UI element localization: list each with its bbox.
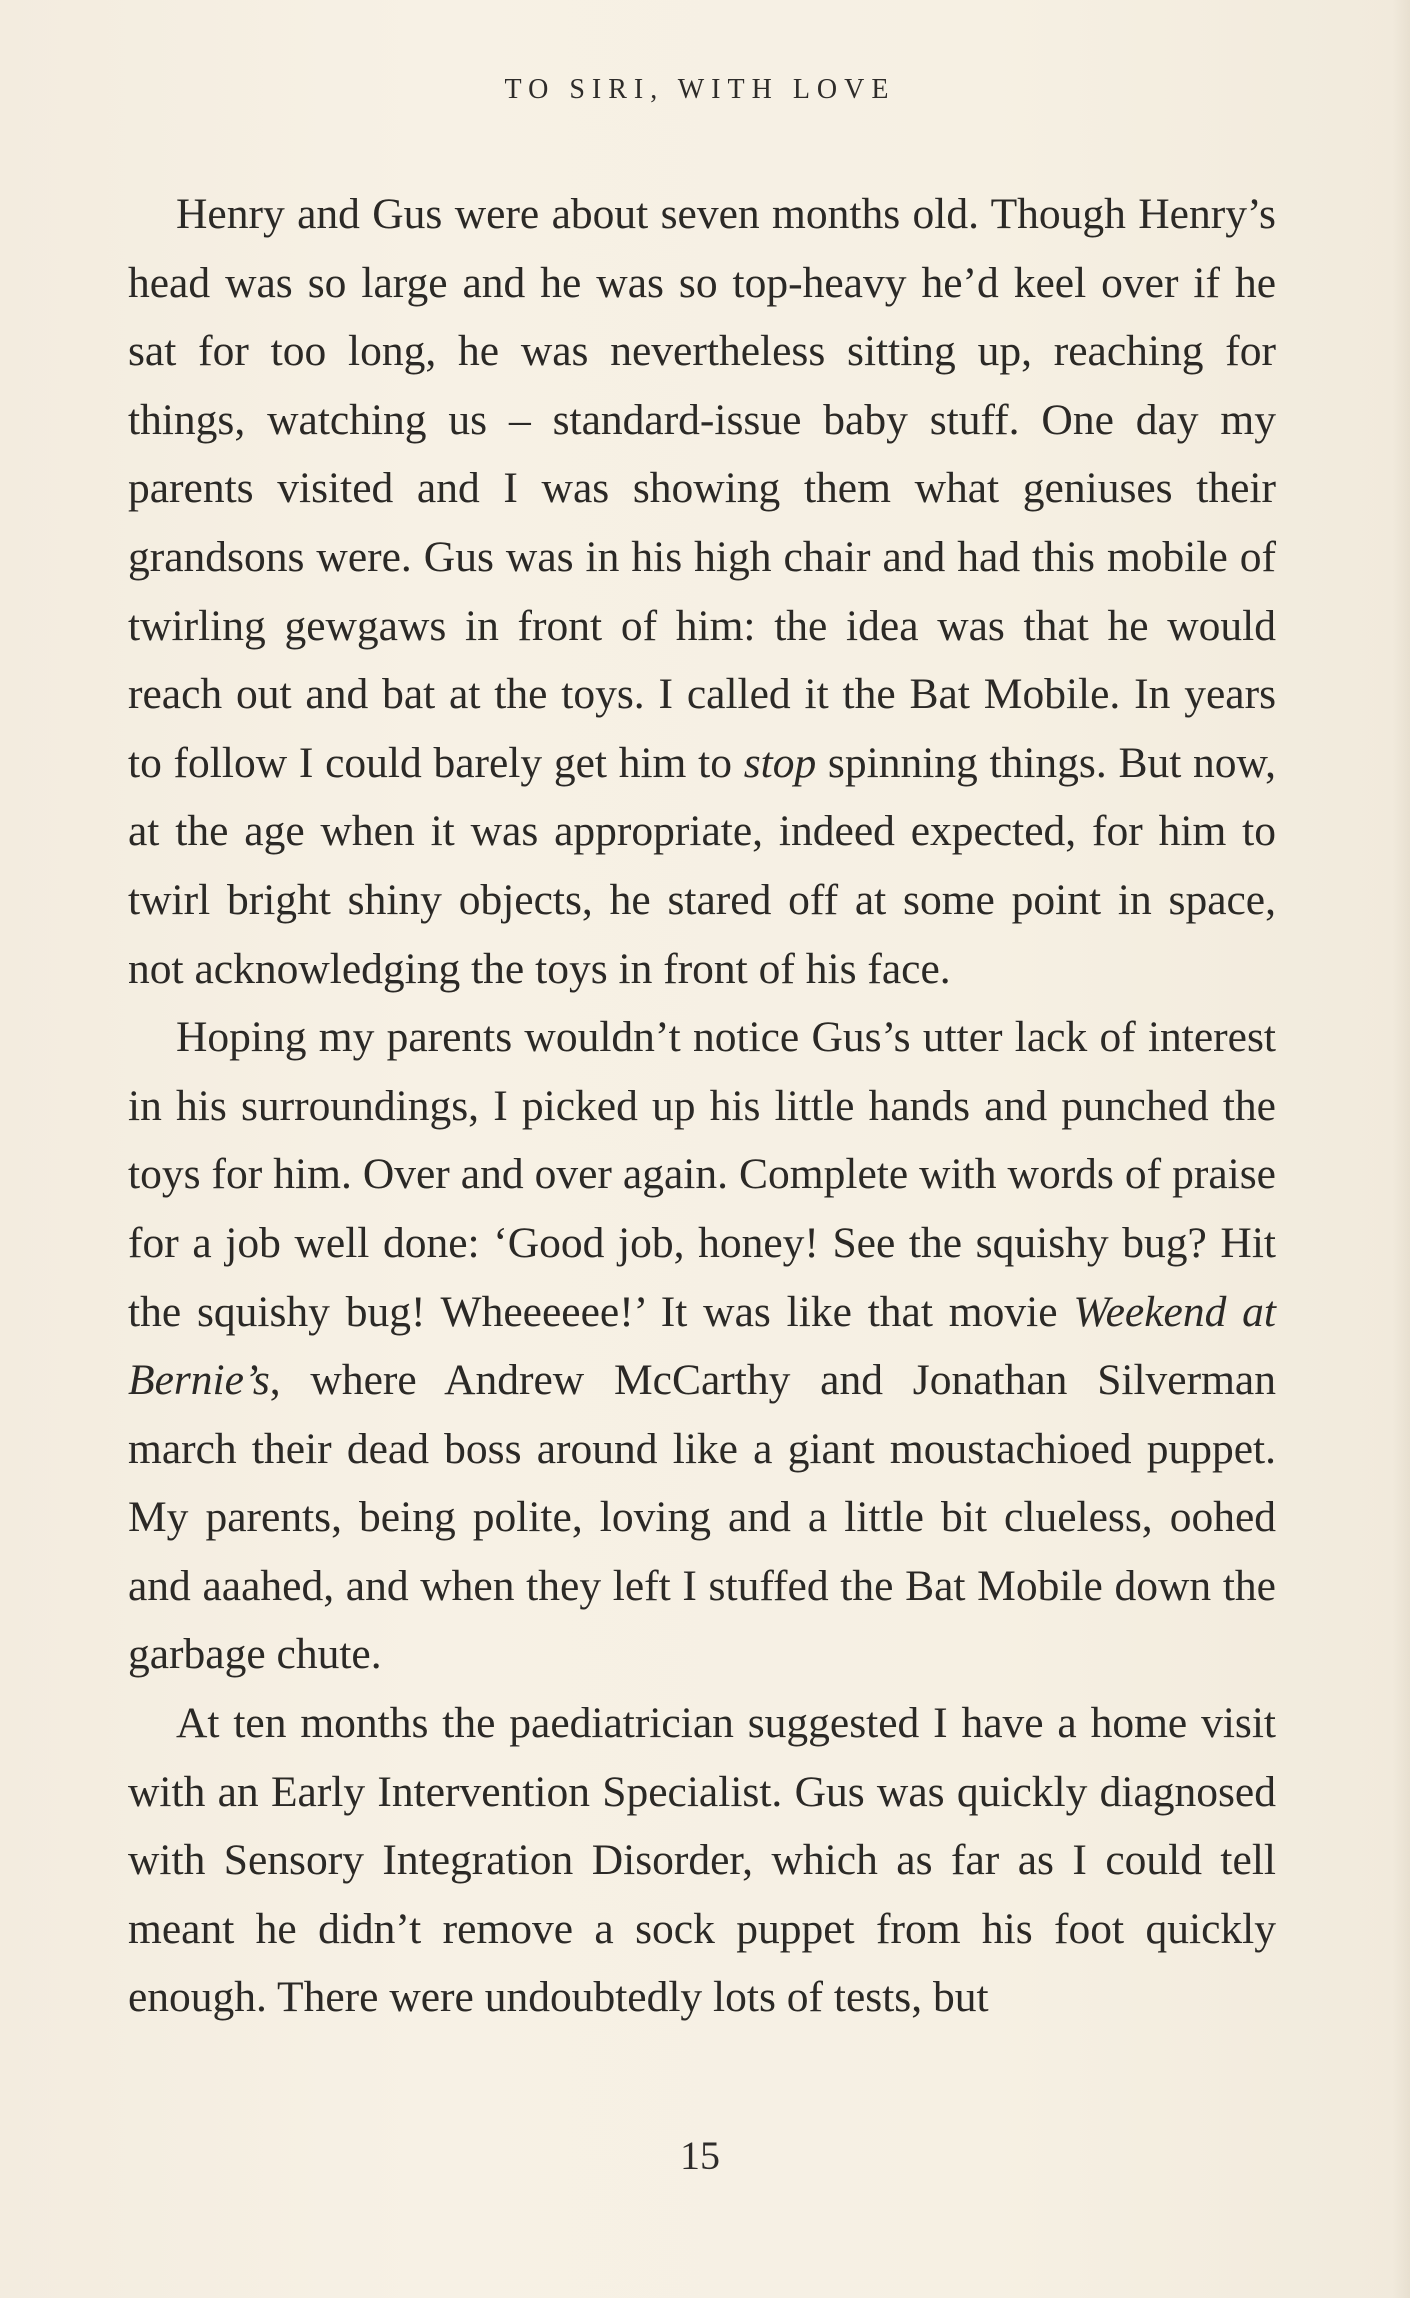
- paragraph-2-text-a: Hoping my parents wouldn’t notice Gus’s utter lack of interest in his surroundings, I picked up his little hands and punched the toys for him. Over and over again. Complete with words of praise for a job well done: ‘Good job, honey! See the squishy bug? Hit the squishy bug! Wheeeeee!’ It was like that movie: [128, 1013, 1276, 1336]
- running-head: TO SIRI, WITH LOVE: [504, 74, 896, 105]
- paragraph-2: [128, 1003, 1276, 1689]
- paragraph-3: [128, 1689, 1276, 2032]
- body-text: [128, 180, 1276, 2032]
- page-number: 15: [680, 2133, 720, 2178]
- paragraph-3-text-a: At ten months the paediatrician suggested I have a home visit with an Early Intervention Specialist. Gus was quickly diagnosed with Sensory Integration Disorder, which as far as I could tell meant he didn’t remove a sock puppet from his foot quickly enough. There were undoubtedly lots of tests, but: [128, 1699, 1276, 2022]
- paragraph-2-italic-movie-title: Weekend at Bernie’s: [128, 1287, 1277, 1405]
- paragraph-2-text-b: , where Andrew McCarthy and Jonathan Silverman march their dead boss around like a giant moustachioed puppet. My parents, being polite, loving and a little bit clueless, oohed and aaahed, and when they left I stuffed the Bat Mobile down the garbage chute.: [128, 1356, 1276, 1679]
- page-edge-shadow: [1392, 0, 1410, 2298]
- paragraph-1: [128, 180, 1276, 1003]
- paragraph-1-italic-stop: stop: [743, 738, 817, 787]
- paragraph-1-text-a: Henry and Gus were about seven months old. Though Henry’s head was so large and he was so top-heavy he’d keel over if he sat for too long, he was nevertheless sitting up, reaching for things, watching us – standard-issue baby stuff. One day my parents visited and I was showing them what geniuses their grandsons were. Gus was in his high chair and had this mobile of twirling gewgaws in front of him: the idea was that he would reach out and bat at the toys. I called it the Bat Mobile. In years to follow I could barely get him to: [128, 190, 1276, 787]
- paragraph-1-text-b: spinning things. But now, at the age when it was appropriate, indeed expected, for him to twirl bright shiny objects, he stared off at some point in space, not acknowledging the toys in front of his face.: [128, 738, 1276, 993]
